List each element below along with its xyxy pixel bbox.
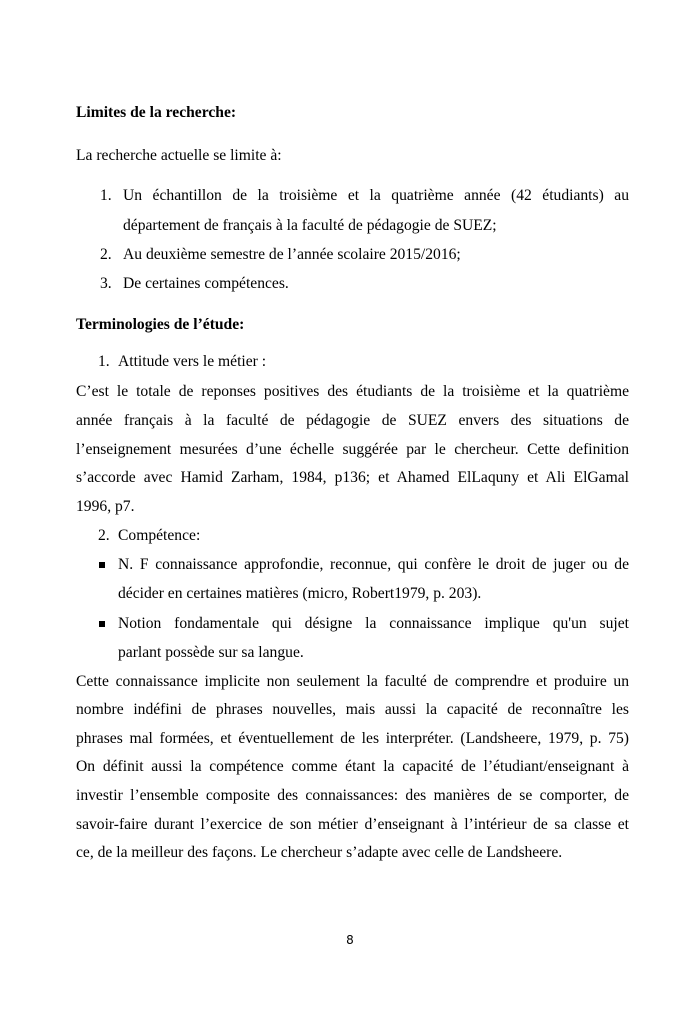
page-number: 8 <box>346 933 354 947</box>
terminology-item-1-label: Attitude vers le métier : <box>118 353 267 370</box>
limits-item-2-line-1: Au deuxième semestre de l’année scolaire 2015/2016; <box>123 246 461 263</box>
square-bullet-icon <box>99 621 105 627</box>
limits-item-3-number: 3. <box>100 275 112 292</box>
limits-item-2-number: 2. <box>100 246 112 263</box>
definition-1-line-4: s’accorde avec Hamid Zarham, 1984, p136; et Ahamed ElLaquny et Ali ElGamal <box>76 469 629 486</box>
definition-1-line-5: 1996, p7. <box>76 498 135 515</box>
paragraph-line-5: investir l’ensemble composite des connaissances: des manières de se comporter, de <box>76 787 629 804</box>
paragraph-line-4: On définit aussi la compétence comme étant la capacité de l’étudiant/enseignant à <box>76 758 629 775</box>
section-heading-limites: Limites de la recherche: <box>76 104 237 121</box>
paragraph-line-1: Cette connaissance implicite non seulement la faculté de comprendre et produire un <box>76 673 629 690</box>
limits-item-1-line-2: département de français à la faculté de pédagogie de SUEZ; <box>123 217 497 234</box>
paragraph-line-6: savoir-faire durant l’exercice de son métier d’enseignant à l’intérieur de sa classe et <box>76 816 629 833</box>
paragraph-line-7: ce, de la meilleur des façons. Le chercheur s’adapte avec celle de Landsheere. <box>76 844 563 861</box>
terminology-item-2-label: Compétence: <box>118 527 201 544</box>
paragraph-line-3: phrases mal formées, et éventuellement de les interpréter. (Landsheere, 1979, p. 75) <box>76 730 629 747</box>
bullet-2-line-2: parlant possède sur sa langue. <box>118 644 304 661</box>
paragraph-line-2: nombre indéfini de phrases nouvelles, mais aussi la capacité de reconnaître les <box>76 701 629 718</box>
terminology-item-2-number: 2. <box>98 527 110 544</box>
square-bullet-icon <box>99 562 105 568</box>
limits-item-1-line-1: Un échantillon de la troisième et la quatrième année (42 étudiants) au <box>123 187 629 204</box>
definition-1-line-3: l’enseignement mesurées d’une échelle suggérée par le chercheur. Cette definition <box>76 441 629 458</box>
section-heading-terminologies: Terminologies de l’étude: <box>76 316 245 333</box>
bullet-2-line-1: Notion fondamentale qui désigne la connaissance implique qu'un sujet <box>118 615 629 632</box>
definition-1-line-1: C’est le totale de reponses positives des étudiants de la troisième et la quatrième <box>76 383 629 400</box>
bullet-1-line-2: décider en certaines matières (micro, Robert1979, p. 203). <box>118 585 482 602</box>
terminology-item-1-number: 1. <box>98 353 110 370</box>
definition-1-line-2: année français à la faculté de pédagogie de SUEZ envers des situations de <box>76 412 629 429</box>
limits-item-1-number: 1. <box>100 187 112 204</box>
limits-item-3-line-1: De certaines compétences. <box>123 275 289 292</box>
limits-intro: La recherche actuelle se limite à: <box>76 147 282 164</box>
bullet-1-line-1: N. F connaissance approfondie, reconnue, qui confère le droit de juger ou de <box>118 556 629 573</box>
